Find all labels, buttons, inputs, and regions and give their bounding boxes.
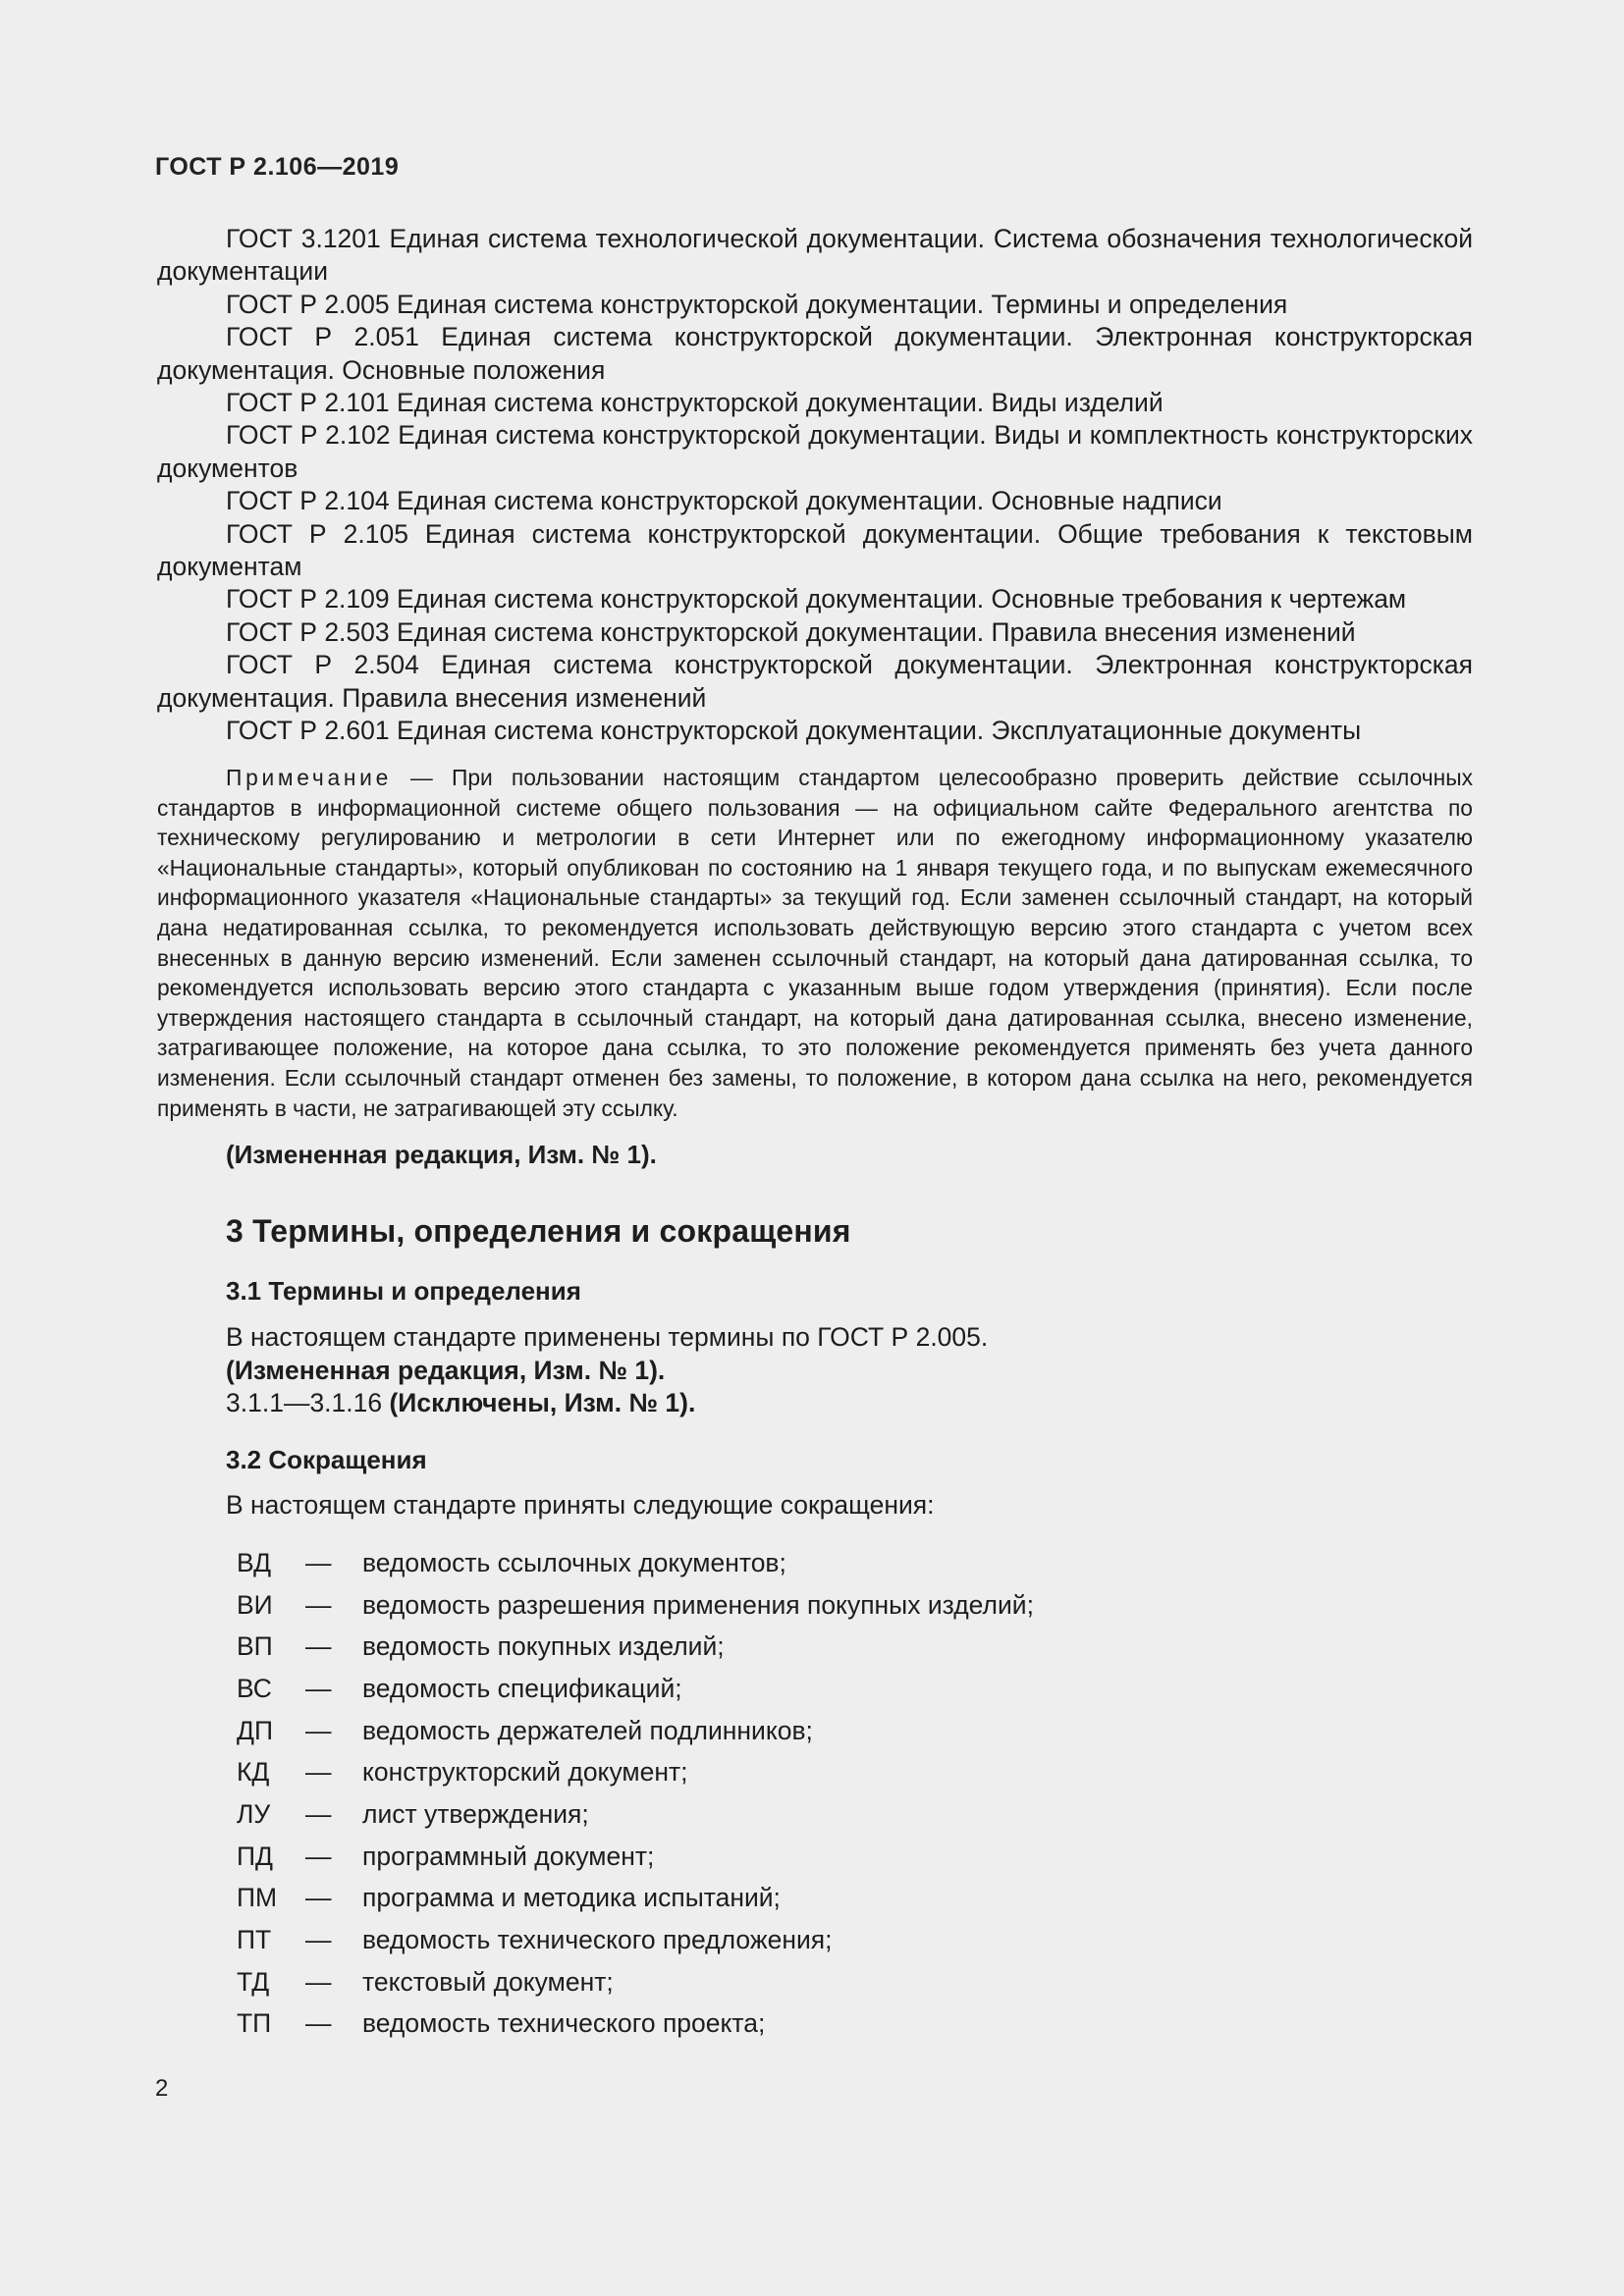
reference-item: ГОСТ Р 2.109 Единая система конструкторской документации. Основные требования к чертежам bbox=[226, 584, 1407, 614]
abbreviation-row bbox=[237, 1961, 1034, 2003]
abbreviation-meaning: текстовый документ; bbox=[362, 1966, 614, 1997]
reference-item: ГОСТ Р 2.105 Единая система конструкторской документации. Общие требования к текстовым документам bbox=[157, 518, 1473, 582]
abbreviation-dash: — bbox=[305, 1547, 332, 1577]
reference-item: ГОСТ Р 2.102 Единая система конструкторской документации. Виды и комплектность конструкторских документов bbox=[157, 420, 1473, 483]
abbreviation-code: КД bbox=[237, 1757, 270, 1788]
reference-item: ГОСТ Р 2.504 Единая система конструкторской документации. Электронная конструкторская документация. Правила внесения изменений bbox=[157, 650, 1473, 713]
abbreviations-list bbox=[237, 1542, 1034, 2045]
abbreviation-meaning: конструкторский документ; bbox=[362, 1757, 688, 1788]
abbreviation-meaning: ведомость разрешения применения покупных изделий; bbox=[362, 1589, 1034, 1620]
note-text: — При пользовании настоящим стандартом целесообразно проверить действие ссылочных стандартов в информационной системе общего пользования — на официальном сайте Федерального агентства по техническому регулированию и метрологии в сети Интернет или по ежегодному информационному указателю «Национальные стандарты», который опубликован по состоянию на 1 января текущего года, и по выпускам ежемесячного информационного указателя «Национальные стандарты» за текущий год. Если заменен ссылочный стандарт, на который дана недатированная ссылка, то рекомендуется использовать действующую версию этого стандарта с учетом всех внесенных в данную версию изменений. Если заменен ссылочный стандарт, на который дана датированная ссылка, то рекомендуется использовать версию этого стандарта с указанным выше годом утверждения (принятия). Если после утверждения настоящего стандарта в ссылочный стандарт, на который дана датированная ссылка, внесено изменение, затрагивающее положение, на которое дана ссылка, то это положение рекомендуется применять без учета данного изменения. Если ссылочный стандарт отменен без замены, то положение, в котором дана ссылка на него, рекомендуется применять в части, не затрагивающей эту ссылку. bbox=[157, 765, 1473, 1121]
subsection-title-terms: 3.1 Термины и определения bbox=[226, 1276, 581, 1306]
abbreviation-row bbox=[237, 1542, 1034, 1584]
abbreviation-code: ПТ bbox=[237, 1925, 272, 1955]
abbreviation-row bbox=[237, 1793, 1034, 1836]
abbreviation-code: ПД bbox=[237, 1841, 273, 1871]
terms-block bbox=[226, 1321, 988, 1420]
terms-amendment-note: (Измененная редакция, Изм. № 1). bbox=[226, 1355, 666, 1385]
reference-item: ГОСТ Р 2.503 Единая система конструкторской документации. Правила внесения изменений bbox=[226, 616, 1356, 647]
note-block bbox=[157, 763, 1473, 1123]
abbreviation-row bbox=[237, 1626, 1034, 1668]
abbreviation-meaning: лист утверждения; bbox=[362, 1798, 589, 1829]
abbreviation-meaning: программный документ; bbox=[362, 1841, 655, 1871]
abbreviation-dash: — bbox=[305, 1631, 332, 1662]
abbreviation-dash: — bbox=[305, 1883, 332, 1913]
abbreviation-dash: — bbox=[305, 1841, 332, 1871]
abbreviation-row bbox=[237, 1878, 1034, 1920]
abbreviation-code: ТП bbox=[237, 2008, 272, 2039]
abbreviation-dash: — bbox=[305, 1715, 332, 1745]
abbreviations-intro: В настоящем стандарте приняты следующие сокращения: bbox=[226, 1490, 935, 1520]
abbreviation-meaning: ведомость держателей подлинников; bbox=[362, 1715, 813, 1745]
abbreviation-code: ДП bbox=[237, 1715, 273, 1745]
abbreviation-row bbox=[237, 1919, 1034, 1961]
abbreviation-code: ВП bbox=[237, 1631, 273, 1662]
abbreviation-code: ВИ bbox=[237, 1589, 273, 1620]
terms-text: В настоящем стандарте применены термины по ГОСТ Р 2.005. bbox=[226, 1322, 989, 1352]
abbreviation-row bbox=[237, 1836, 1034, 1878]
section-title: 3 Термины, определения и сокращения bbox=[226, 1213, 851, 1249]
abbreviation-code: ПМ bbox=[237, 1883, 278, 1913]
abbreviation-code: ЛУ bbox=[237, 1798, 271, 1829]
abbreviation-meaning: программа и методика испытаний; bbox=[362, 1883, 781, 1913]
abbreviation-row bbox=[237, 1668, 1034, 1710]
abbreviation-dash: — bbox=[305, 1798, 332, 1829]
abbreviation-meaning: ведомость технического предложения; bbox=[362, 1925, 833, 1955]
abbreviation-code: ТД bbox=[237, 1966, 270, 1997]
abbreviation-row bbox=[237, 1710, 1034, 1752]
reference-item: ГОСТ Р 2.101 Единая система конструкторской документации. Виды изделий bbox=[226, 388, 1164, 418]
references-list bbox=[157, 223, 1473, 748]
abbreviation-meaning: ведомость покупных изделий; bbox=[362, 1631, 725, 1662]
note-label: Примечание bbox=[226, 765, 392, 790]
abbreviation-meaning: ведомость технического проекта; bbox=[362, 2008, 766, 2039]
note-paragraph bbox=[157, 763, 1473, 1123]
abbreviation-dash: — bbox=[305, 1925, 332, 1955]
abbreviation-dash: — bbox=[305, 2008, 332, 2039]
excluded-clauses bbox=[226, 1387, 988, 1420]
abbreviation-row bbox=[237, 1751, 1034, 1793]
abbreviation-code: ВД bbox=[237, 1547, 272, 1577]
reference-item: ГОСТ Р 2.005 Единая система конструкторской документации. Термины и определения bbox=[226, 289, 1288, 319]
abbreviation-meaning: ведомость спецификаций; bbox=[362, 1673, 682, 1703]
abbreviation-dash: — bbox=[305, 1757, 332, 1788]
document-code-header: ГОСТ Р 2.106—2019 bbox=[155, 153, 400, 181]
reference-item: ГОСТ Р 2.051 Единая система конструкторской документации. Электронная конструкторская документация. Основные положения bbox=[157, 322, 1473, 385]
abbreviation-row bbox=[237, 2003, 1034, 2046]
subsection-title-abbreviations: 3.2 Сокращения bbox=[226, 1445, 427, 1474]
reference-item: ГОСТ Р 2.601 Единая система конструкторской документации. Эксплуатационные документы bbox=[226, 716, 1362, 746]
excluded-range: 3.1.1—3.1.16 bbox=[226, 1388, 390, 1418]
page-number: 2 bbox=[155, 2075, 169, 2102]
abbreviation-dash: — bbox=[305, 1589, 332, 1620]
abbreviation-row bbox=[237, 1584, 1034, 1627]
abbreviation-meaning: ведомость ссылочных документов; bbox=[362, 1547, 786, 1577]
reference-item: ГОСТ 3.1201 Единая система технологической документации. Система обозначения технологической документации bbox=[157, 224, 1473, 287]
abbreviation-dash: — bbox=[305, 1966, 332, 1997]
amendment-note: (Измененная редакция, Изм. № 1). bbox=[226, 1140, 657, 1169]
abbreviation-dash: — bbox=[305, 1673, 332, 1703]
abbreviation-code: ВС bbox=[237, 1673, 272, 1703]
reference-item: ГОСТ Р 2.104 Единая система конструкторской документации. Основные надписи bbox=[226, 486, 1222, 516]
excluded-note: (Исключены, Изм. № 1). bbox=[389, 1388, 696, 1418]
